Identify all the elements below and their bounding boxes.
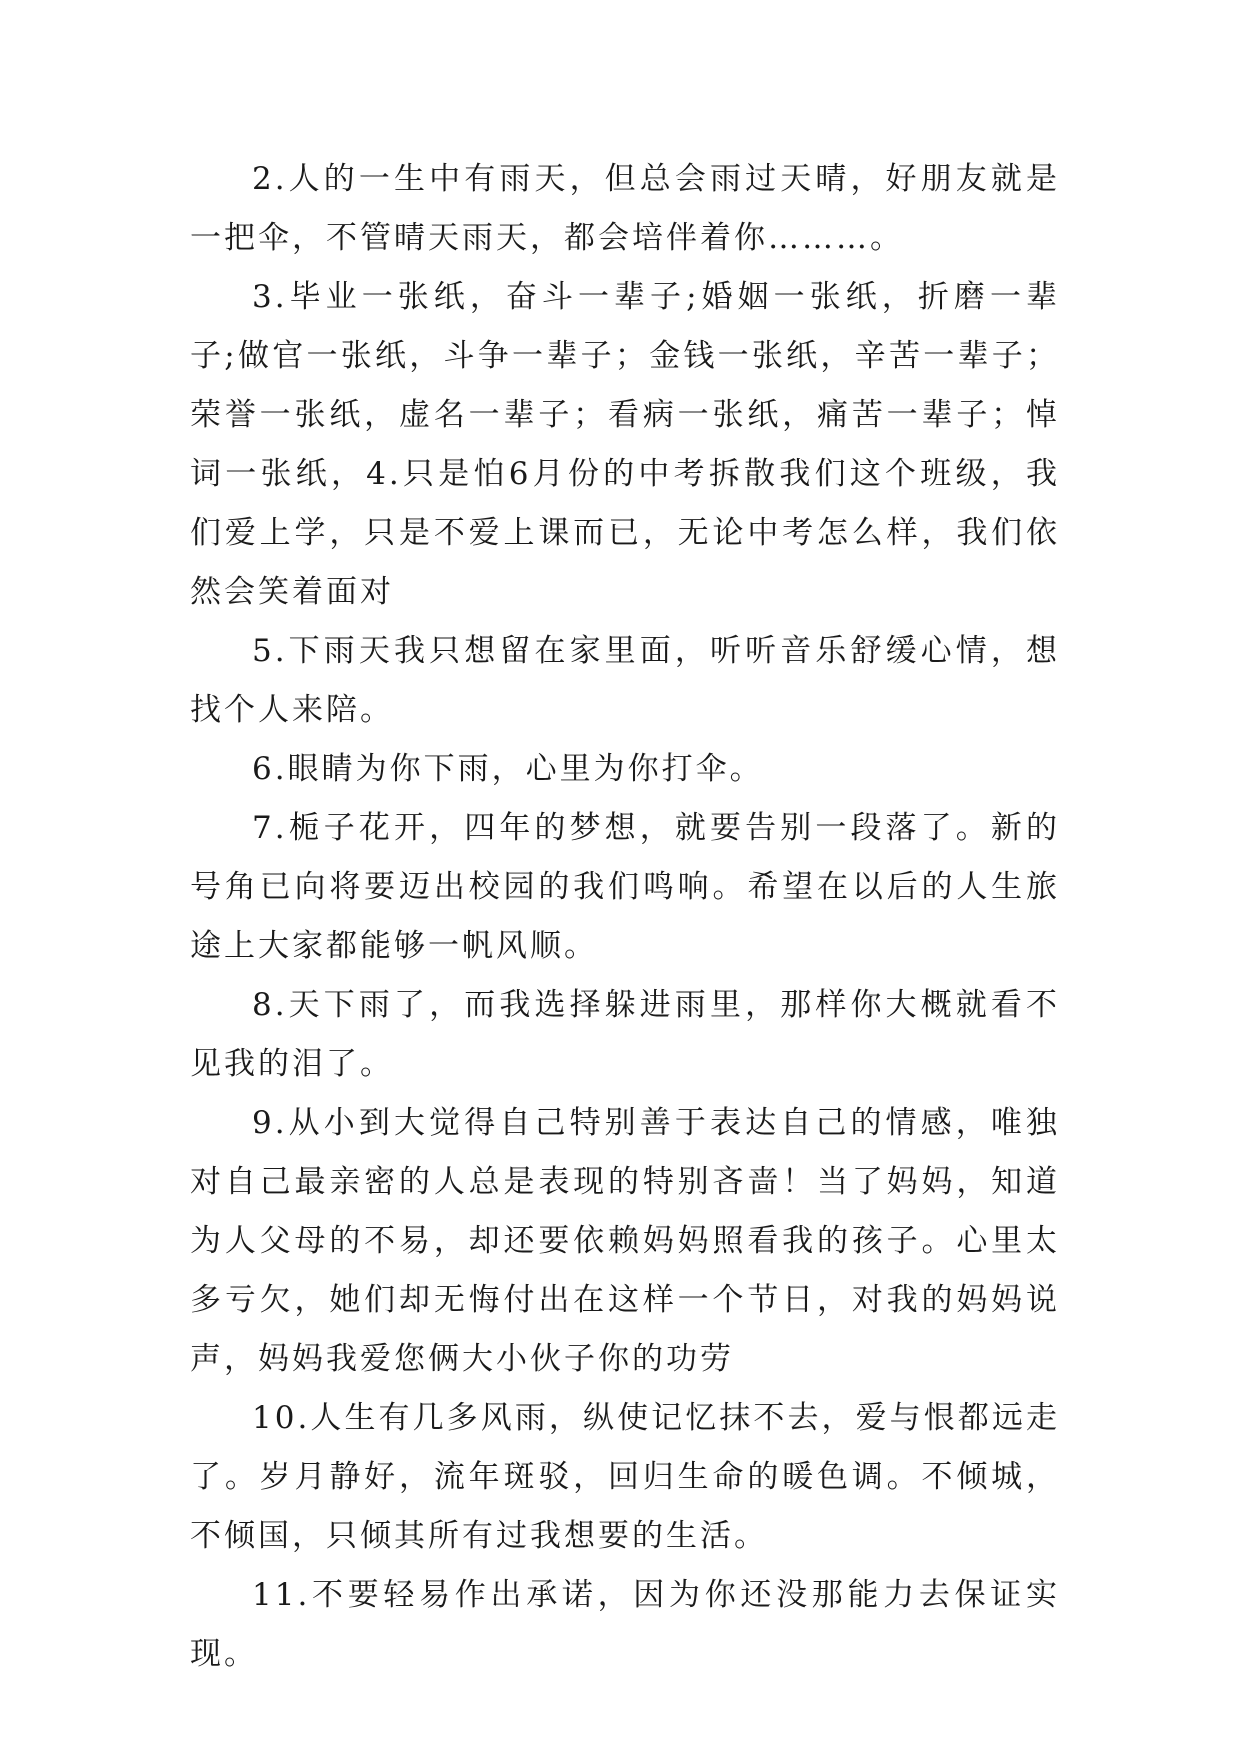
paragraph-2: 2.人的一生中有雨天，但总会雨过天晴，好朋友就是一把伞，不管晴天雨天，都会培伴着你………。 bbox=[190, 161, 1060, 256]
paragraph-7: 7.栀子花开，四年的梦想，就要告别一段落了。新的号角已向将要迈出校园的我们鸣响。希望在以后的人生旅途上大家都能够一帆风顺。 bbox=[190, 810, 1060, 964]
paragraph-5: 5.下雨天我只想留在家里面，听听音乐舒缓心情，想找个人来陪。 bbox=[190, 633, 1060, 728]
document-body bbox=[190, 150, 1060, 1684]
paragraph-11: 11.不要轻易作出承诺，因为你还没那能力去保证实现。 bbox=[190, 1577, 1060, 1672]
paragraph-6: 6.眼睛为你下雨，心里为你打伞。 bbox=[252, 751, 764, 787]
paragraph-9: 9.从小到大觉得自己特别善于表达自己的情感，唯独对自己最亲密的人总是表现的特别吝啬！当了妈妈，知道为人父母的不易，却还要依赖妈妈照看我的孩子。心里太多亏欠，她们却无悔付出在这样一个节日，对我的妈妈说声，妈妈我爱您俩大小伙子你的功劳 bbox=[190, 1105, 1060, 1377]
paragraph-10: 10.人生有几多风雨，纵使记忆抹不去，爱与恨都远走了。岁月静好，流年斑驳，回归生命的暖色调。不倾城，不倾国，只倾其所有过我想要的生活。 bbox=[190, 1400, 1060, 1554]
paragraph-8: 8.天下雨了，而我选择躲进雨里，那样你大概就看不见我的泪了。 bbox=[190, 987, 1060, 1082]
paragraph-3-4: 3.毕业一张纸，奋斗一辈子;婚姻一张纸，折磨一辈子;做官一张纸，斗争一辈子；金钱一张纸，辛苦一辈子；荣誉一张纸，虚名一辈子；看病一张纸，痛苦一辈子；悼词一张纸，4.只是怕6月份的中考拆散我们这个班级，我们爱上学，只是不爱上课而已，无论中考怎么样，我们依然会笑着面对 bbox=[190, 279, 1060, 610]
